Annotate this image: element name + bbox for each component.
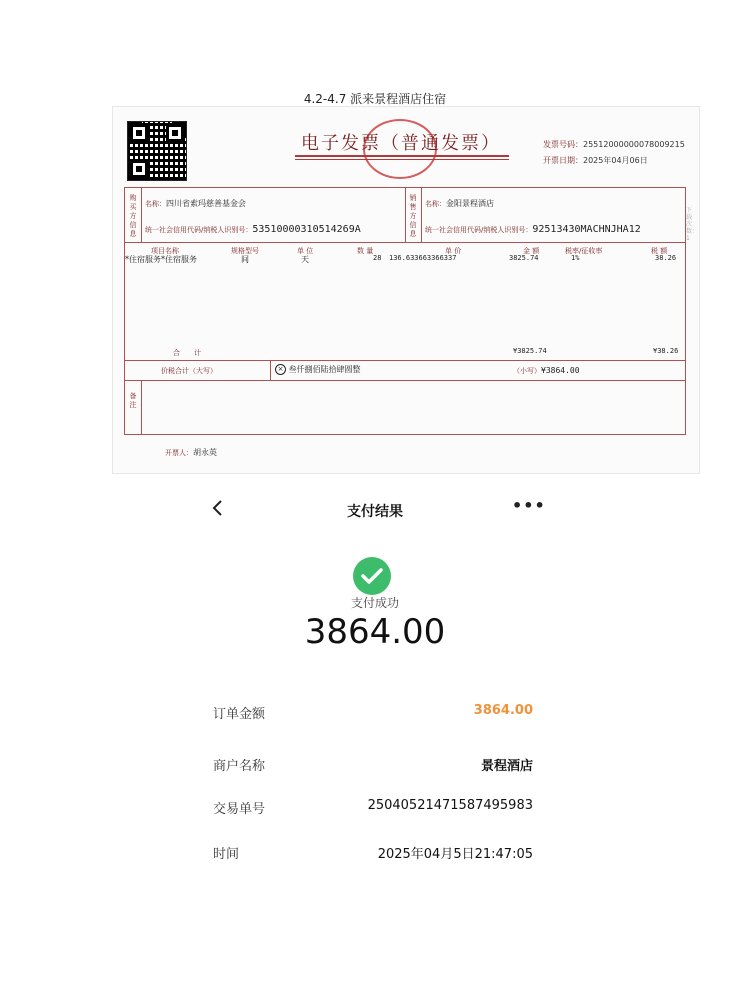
grand-total-figure: ¥3864.00 (541, 366, 580, 375)
header-tax: 税 额 (651, 247, 668, 255)
line-item-price: 136.633663366337 (389, 254, 457, 262)
line-item-unit: 天 (301, 255, 309, 264)
time-label: 时间 (213, 847, 240, 862)
grand-total-words: 叁仟捌佰陆拾肆圆整 (288, 365, 361, 374)
header-amount: 金 额 (523, 247, 540, 255)
invoice-meta: 发票号码：25512000000078009215 开票日期：2025年04月06日 (543, 140, 685, 165)
remark-label: 备注 (129, 392, 137, 409)
invoice-number: 25512000000078009215 (583, 140, 685, 149)
line-item-spec: 间 (241, 255, 249, 264)
time-value: 2025年04月5日21:47:05 (377, 847, 533, 862)
payment-status: 支付成功 (350, 596, 399, 610)
more-dots-icon[interactable]: ••• (512, 496, 546, 515)
seller-tax-id: 92513430MACHNJHA12 (532, 224, 641, 235)
payment-result-title: 支付结果 (347, 504, 403, 520)
merchant-name-value: 景程酒店 (480, 759, 533, 774)
line-item-tax: 38.26 (655, 254, 677, 262)
header-price: 单 价 (445, 247, 462, 255)
header-rate: 税率/征收率 (565, 247, 603, 255)
success-check-icon (353, 557, 391, 595)
buyer-label: 购买方信息 (129, 194, 137, 238)
seller-name: 金阳景程酒店 (446, 199, 494, 208)
merchant-name-label: 商户名称 (213, 759, 266, 774)
header-item: 项目名称 (151, 247, 179, 255)
cross-circle-icon: × (275, 364, 286, 375)
order-amount-value: 3864.00 (473, 703, 533, 718)
payment-amount: 3864.00 (304, 612, 446, 652)
header-spec: 规格型号 (231, 247, 259, 255)
issuer-name: 胡永英 (193, 448, 217, 457)
invoice-grid: 购买方信息 名称：四川省索玛慈善基金会 统一社会信用代码/纳税人识别号：53510000310514269A 销售方信息 名称：金阳景程酒店 统一社会信用代码/纳税人识别号：92513430MACHNJHA12 项目名称 规格型号 单 位 数 量 单 价 金 额 税率/征收率 税 额 *住宿服务*住宿服务 间 天 28 136.633663366337 3825.74 1% 38.26 合 计 ¥3825.74 ¥38.26 价税合计（大写） × 叁仟捌佰陆拾肆圆整 （小写）¥3864.00 备注 (124, 187, 686, 435)
transaction-no-value: 25040521471587495983 (367, 798, 533, 813)
grand-total-label: 价税合计（大写） (161, 367, 217, 375)
electronic-invoice: 电子发票（普通发票） 发票号码：25512000000078009215 开票日期：2025年04月06日 购买方信息 名称：四川省索玛慈善基金会 统一社会信用代码/纳税人识别号：53510000310514269A 销售方信息 名称：金阳景程酒店 统一社会信用代码/纳税人识别号：92513430MACHNJHA12 项目名称 规格型号 单 位 数 量 单 价 金 额 税率/征收率 税 额 *住宿服务*住宿服务 间 天 28 136.633663366337 3825.74 1% 38.26 合 计 ¥3825.74 ¥38.26 价税合计（大写） × 叁仟捌佰陆拾肆圆整 （小写）¥3864.00 备注 下载次数：1 开票人：胡永英 (112, 106, 700, 474)
document-caption: 4.2-4.7 派来景程酒店住宿 (303, 92, 447, 106)
qr-code (127, 121, 187, 181)
line-item-rate: 1% (571, 254, 580, 262)
total-label: 合 计 (173, 349, 201, 357)
buyer-tax-id: 53510000310514269A (252, 224, 361, 235)
buyer-name: 四川省索玛慈善基金会 (166, 199, 246, 208)
header-unit: 单 位 (297, 247, 314, 255)
download-count-note: 下载次数：1 (686, 207, 699, 242)
header-qty: 数 量 (357, 247, 374, 255)
line-item-amount: 3825.74 (509, 254, 539, 262)
line-item-qty: 28 (373, 254, 382, 262)
seller-label: 销售方信息 (409, 194, 417, 238)
issue-date: 2025年04月06日 (583, 156, 648, 165)
invoice-title: 电子发票（普通发票） (301, 133, 501, 154)
total-tax: ¥38.26 (653, 347, 679, 355)
order-amount-label: 订单金额 (213, 707, 266, 722)
total-amount: ¥3825.74 (513, 347, 547, 355)
line-item-name: *住宿服务*住宿服务 (125, 255, 197, 264)
transaction-no-label: 交易单号 (213, 802, 266, 817)
